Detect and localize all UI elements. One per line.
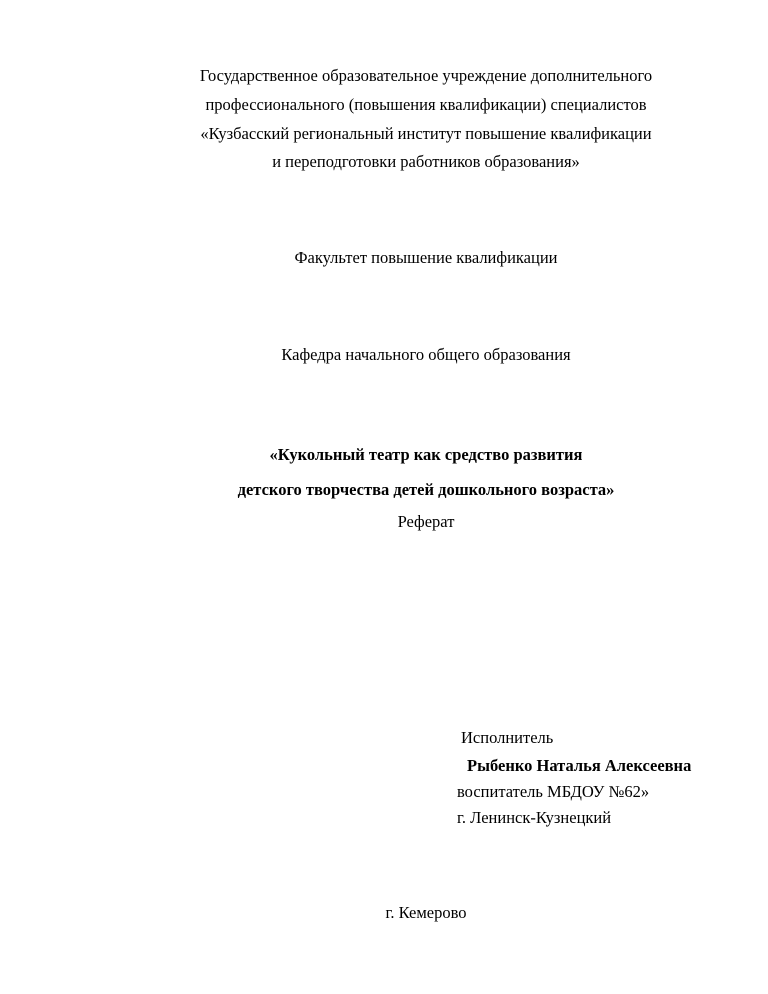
work-title-line-1: «Кукольный театр как средство развития: [269, 445, 583, 464]
institution-line-3: «Кузбасский региональный институт повышение квалификации: [200, 124, 652, 143]
author-city: г. Ленинск-Кузнецкий: [457, 808, 612, 827]
author-position: воспитатель МБДОУ №62»: [457, 782, 650, 801]
author-name: Рыбенко Наталья Алексеевна: [467, 756, 692, 775]
work-title-line-2: детского творчества детей дошкольного возраста»: [237, 480, 615, 499]
institution-line-1: Государственное образовательное учреждение дополнительного: [199, 66, 653, 85]
author-role-label: Исполнитель: [461, 728, 554, 747]
department-name: Кафедра начального общего образования: [281, 345, 571, 364]
faculty-name: Факультет повышение квалификации: [294, 248, 558, 267]
institution-line-2: профессионального (повышения квалификации) специалистов: [205, 95, 647, 114]
institution-line-4: и переподготовки работников образования»: [272, 152, 580, 171]
document-type: Реферат: [397, 512, 455, 531]
footer-city: г. Кемерово: [385, 903, 467, 922]
